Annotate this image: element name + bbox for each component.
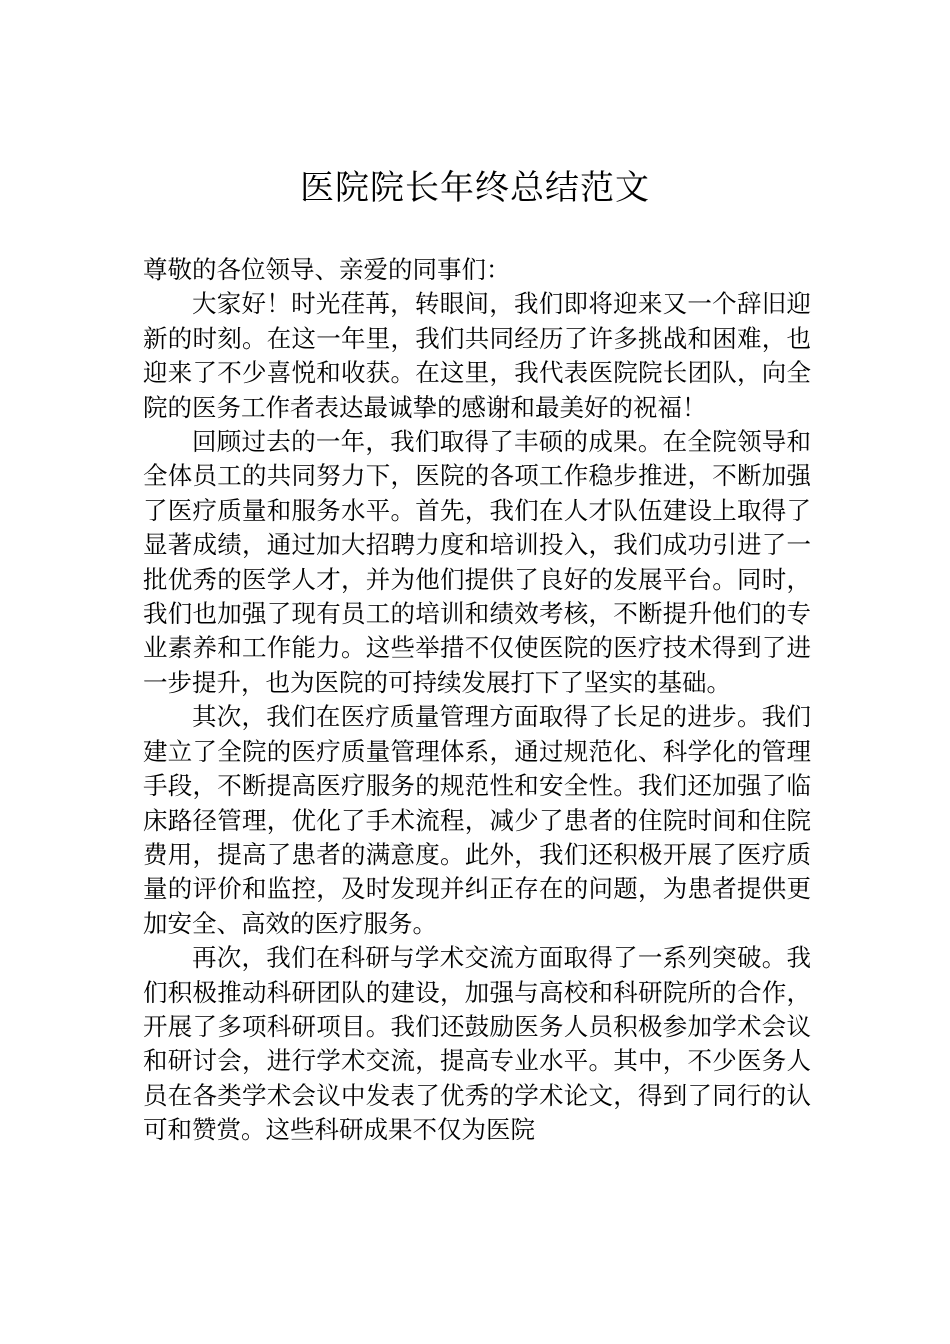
paragraph-research: 再次，我们在科研与学术交流方面取得了一系列突破。我们积极推动科研团队的建设，加强与高校和科研院所的合作，开展了多项科研项目。我们还鼓励医务人员积极参加学术会议和研讨会，进行学术交流，提高专业水平。其中，不少医务人员在各类学术会议中发表了优秀的学术论文，得到了同行的认可和赞赏。这些科研成果不仅为医院 — [143, 943, 811, 1145]
paragraph-greeting: 大家好！时光荏苒，转眼间，我们即将迎来又一个辞旧迎新的时刻。在这一年里，我们共同经历了许多挑战和困难，也迎来了不少喜悦和收获。在这里，我代表医院院长团队，向全院的医务工作者表达最诚挚的感谢和最美好的祝福！ — [143, 289, 811, 422]
paragraph-review: 回顾过去的一年，我们取得了丰硕的成果。在全院领导和全体员工的共同努力下，医院的各项工作稳步推进，不断加强了医疗质量和服务水平。首先，我们在人才队伍建设上取得了显著成绩，通过加大招聘力度和培训投入，我们成功引进了一批优秀的医学人才，并为他们提供了良好的发展平台。同时，我们也加强了现有员工的培训和绩效考核，不断提升他们的专业素养和工作能力。这些举措不仅使医院的医疗技术得到了进一步提升，也为医院的可持续发展打下了坚实的基础。 — [143, 427, 811, 697]
salutation: 尊敬的各位领导、亲爱的同事们： — [143, 255, 511, 284]
document-title: 医院院长年终总结范文 — [300, 168, 650, 208]
paragraph-quality: 其次，我们在医疗质量管理方面取得了长足的进步。我们建立了全院的医疗质量管理体系，通过规范化、科学化的管理手段，不断提高医疗服务的规范性和安全性。我们还加强了临床路径管理，优化了手术流程，减少了患者的住院时间和住院费用，提高了患者的满意度。此外，我们还积极开展了医疗质量的评价和监控，及时发现并纠正存在的问题，为患者提供更加安全、高效的医疗服务。 — [143, 702, 811, 938]
document-body — [143, 253, 811, 1148]
